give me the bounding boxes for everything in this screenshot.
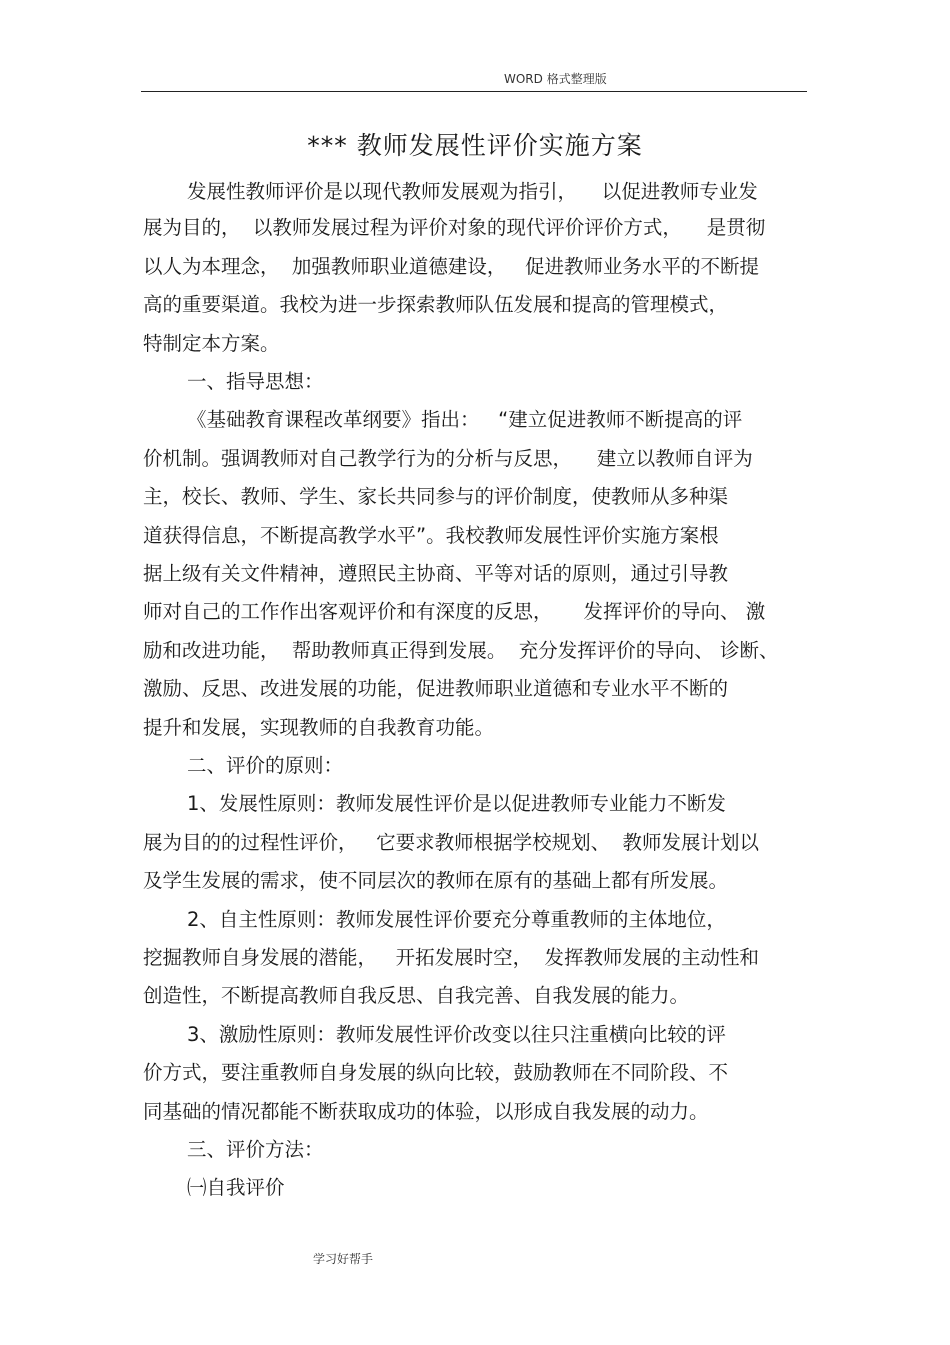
body-line: 价方式，要注重教师自身发展的纵向比较，鼓励教师在不同阶段、不	[143, 1061, 729, 1084]
body-line: 提升和发展，实现教师的自我教育功能。	[143, 716, 495, 739]
body-line: 2、自主性原则：教师发展性评价要充分尊重教师的主体地位，	[187, 908, 726, 931]
body-line: 特制定本方案。	[143, 332, 280, 355]
header-rule	[141, 91, 807, 92]
body-line: 价机制。强调教师对自己教学行为的分析与反思， 建立以教师自评为	[143, 447, 753, 470]
body-line: 励和改进功能， 帮助教师真正得到发展。 充分发挥评价的导向、 诊断、	[143, 639, 779, 662]
section-heading: 一、指导思想：	[187, 370, 324, 393]
body-line: 展为目的， 以教师发展过程为评价对象的现代评价评价方式， 是贯彻	[143, 216, 766, 239]
section-heading: 二、评价的原则：	[187, 754, 344, 777]
body-line: 挖掘教师自身发展的潜能， 开拓发展时空， 发挥教师发展的主动性和	[143, 946, 759, 969]
body-line: 发展性教师评价是以现代教师发展观为指引， 以促进教师专业发	[187, 180, 758, 203]
body-line: 主，校长、教师、学生、家长共同参与的评价制度，使教师从多种渠	[143, 485, 729, 508]
body-line: 展为目的的过程性评价， 它要求教师根据学校规划、 教师发展计划以	[143, 831, 759, 854]
body-line: 据上级有关文件精神，遵照民主协商、平等对话的原则，通过引导教	[143, 562, 729, 585]
body-line: 以人为本理念， 加强教师职业道德建设， 促进教师业务水平的不断提	[143, 255, 759, 278]
document-title: *** 教师发展性评价实施方案	[307, 131, 643, 160]
body-line: 及学生发展的需求，使不同层次的教师在原有的基础上都有所发展。	[143, 869, 729, 892]
body-line: 高的重要渠道。我校为进一步探索教师队伍发展和提高的管理模式，	[143, 293, 729, 316]
body-line: 创造性，不断提高教师自我反思、自我完善、自我发展的能力。	[143, 984, 690, 1007]
body-line: 激励、反思、改进发展的功能，促进教师职业道德和专业水平不断的	[143, 677, 729, 700]
section-heading: 三、评价方法：	[187, 1138, 324, 1161]
body-line: 师对自己的工作作出客观评价和有深度的反思， 发挥评价的导向、 激	[143, 600, 766, 623]
body-line: 同基础的情况都能不断获取成功的体验，以形成自我发展的动力。	[143, 1100, 709, 1123]
body-line: 3、激励性原则：教师发展性评价改变以往只注重横向比较的评	[187, 1023, 726, 1046]
subsection-heading: ㈠自我评价	[187, 1176, 285, 1199]
body-line: 道获得信息，不断提高教学水平”。我校教师发展性评价实施方案根	[143, 524, 719, 547]
body-line: 《基础教育课程改革纲要》指出： “建立促进教师不断提高的评	[187, 408, 743, 431]
body-line: 1、发展性原则：教师发展性评价是以促进教师专业能力不断发	[187, 792, 726, 815]
header-text: WORD 格式整理版	[504, 72, 607, 86]
page-footer: 学习好帮手	[313, 1252, 374, 1266]
